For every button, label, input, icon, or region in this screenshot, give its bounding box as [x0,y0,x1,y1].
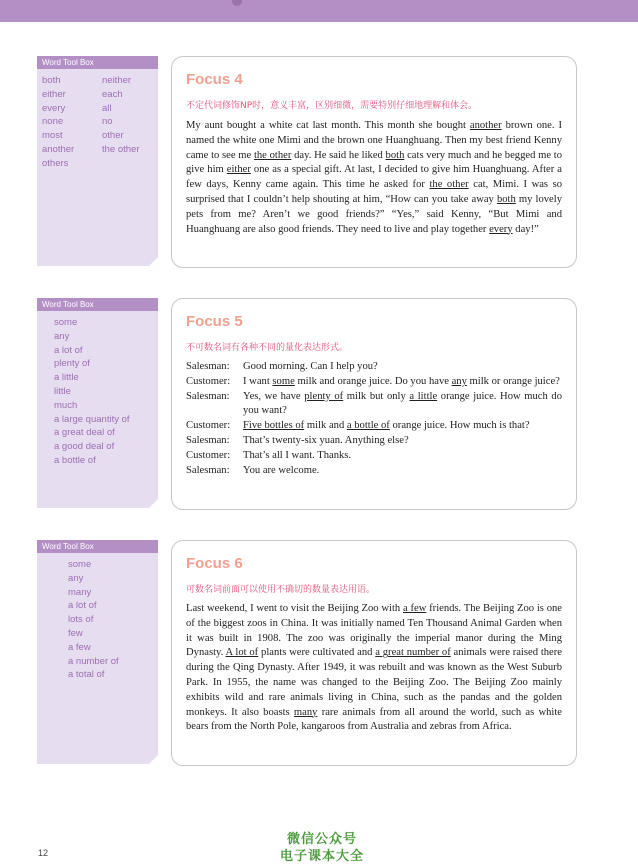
word-item: neither [102,75,132,86]
dialogue-line [186,449,562,464]
underlined-word: plenty of [304,390,344,402]
text-run: animals were raised there during the Qing Dynasty. After 1949, it was rebuilt and was known as the West Suburb Park. In 1955, the name was changed to the Beijing Zoo. The Beijing Zoo mainly exhibits wild and rare animals living in China, such as the pandas and the golden monkeys. It also boasts [186,647,562,718]
word-item: each [102,88,123,100]
focus-passage [186,602,562,735]
text-run: milk but only [343,390,410,402]
word-item: much [54,399,78,411]
word-item: little [54,385,71,397]
word-item: all [102,102,112,114]
underlined-word: either [226,164,251,176]
underlined-word: a great number of [375,647,451,659]
text-run: brown one. I named the white one Mimi and the brown one Huanghuang. Then my best friend Kenny came to see me [186,120,562,161]
speaker-label: Customer: [186,375,231,387]
dialogue-line [186,434,562,449]
text-run: orange juice. How much do you want? [243,390,563,417]
word-item: a large quantity of [54,413,130,425]
dialogue-text [243,419,562,434]
text-run: day!” [512,223,539,235]
word-item: any [54,330,70,342]
text-run: My aunt bought a white cat last month. This month she bought [186,120,470,131]
text-run: milk and [304,420,347,432]
word-item: every [42,102,66,114]
text-run: Yes, we have [243,390,305,402]
watermark-line-2: 电子课本大全 [279,849,364,864]
word-list [37,553,158,682]
word-item: a great deal of [54,427,115,439]
text-run: I want [243,375,273,387]
dialogue-line [186,419,562,434]
text-run: one as a special gift. At last, I decided to give him Huanghuang. After a few days, Kenny came again. This time he asked for [186,164,562,191]
text-run: Good morning. Can I help you? [243,361,378,372]
text-run: You are welcome. [243,464,320,476]
underlined-word: a little [409,390,438,402]
page-fold [149,499,158,508]
word-item: a total of [68,669,105,681]
text-run: cat, Mimi. I was so surprised that I couldn’t help shouting at him, “How can you take away [186,179,563,205]
dialogue-text [243,360,562,375]
word-item: a bottle of [54,454,96,466]
underlined-word: both [385,149,405,161]
underlined-word: the other [253,149,292,161]
word-list-col-1 [37,74,102,171]
text-run: friends. The Beijing Zoo is one of the biggest zoos in China. It was initially named Ten Thousand Animal Garden when it was built in 1908. The zoo was originally the imperial manor during the Ming Dynasty. [186,603,563,659]
word-item: others [42,157,69,169]
text-run: That’s all I want. Thanks. [243,449,352,461]
text-run: my lovely pets from me? Aren’t we good friends?” “Yes,” said Kenny, “But Mimi and Huanghuang are also good friends. They need to live and play together [186,193,562,235]
underlined-word: every [489,223,513,235]
text-run: plants were cultivated and [258,647,376,659]
dialogue-line [186,390,562,420]
text-run: day. He said he liked [291,149,386,161]
focus-title: Focus 4 [186,71,243,88]
word-item: either [42,88,66,100]
focus-card-6 [171,540,577,766]
word-item: any [68,572,84,584]
top-banner [0,0,638,22]
underlined-word: Five bottles of [243,420,305,432]
speaker-label: Customer: [186,420,231,432]
word-item: few [68,627,83,639]
word-item: other [102,130,124,142]
word-item: a little [54,372,79,384]
speaker-label: Salesman: [186,390,230,402]
dialogue-text [243,390,562,420]
dialogue-line [186,360,562,375]
text-run: milk and orange juice. Do you have [294,375,452,387]
word-item: a good deal of [54,441,115,453]
dialogue [186,360,562,478]
speaker-label: Salesman: [186,464,230,476]
word-item: a few [68,641,91,653]
underlined-word: another [469,120,502,131]
underlined-word: a bottle of [346,420,390,432]
focus-title: Focus 6 [186,555,243,572]
word-tool-box-3 [37,540,158,764]
dialogue-line [186,464,562,479]
focus-card-5 [171,298,577,510]
word-item: a lot of [54,344,83,356]
focus-subtitle: 不定代词修饰NP时，意义丰富，区别细微，需要特别仔细地理解和体会。 [186,101,478,111]
text-run: orange juice. How much is that? [389,420,530,432]
word-list-col-2 [102,74,158,171]
dialogue-text [243,449,562,464]
passage-text [186,119,562,237]
text-run: rare animals from all around the world, such as white bears from the North Pole, kangaroos from Australia and zebras from Africa. [186,706,563,733]
text-run: milk or orange juice? [466,375,560,387]
speaker-label: Salesman: [186,361,230,372]
word-item: none [42,116,64,128]
page-number: 12 [38,848,49,858]
focus-card-4 [171,56,577,268]
watermark-line-1: 微信公众号 [286,832,357,847]
word-item: many [68,586,92,598]
focus-subtitle: 可数名词前面可以使用不确切的数量表达用语。 [186,585,376,595]
word-item: plenty of [54,358,90,370]
underlined-word: some [272,375,295,387]
word-item: some [54,317,78,328]
word-item: a lot of [68,600,97,612]
dialogue-text [243,464,562,479]
passage-text [186,602,562,735]
text-run: That’s twenty-six yuan. Anything else? [243,434,409,446]
speaker-label: Salesman: [186,434,230,446]
word-item: some [68,559,92,570]
word-item: no [102,116,113,128]
page-fold [149,755,158,764]
word-tool-box-title: Word Tool Box [37,56,158,69]
word-tool-box-title: Word Tool Box [37,298,158,311]
word-tool-box-title: Word Tool Box [37,540,158,553]
banner-notch [232,0,242,6]
underlined-word: a few [402,603,427,614]
dialogue-text [243,375,562,390]
speaker-label: Customer: [186,449,231,461]
word-tool-box-1 [37,56,158,266]
dialogue-text [243,434,562,449]
underlined-word: any [451,375,467,387]
page-fold [149,257,158,266]
focus-title: Focus 5 [186,313,243,330]
word-item: another [42,143,75,155]
word-item: the other [102,143,140,155]
word-item: a number of [68,655,119,667]
focus-subtitle: 不可数名词有各种不同的量化表达形式。 [186,343,349,353]
word-item: lots of [68,614,94,626]
focus-passage [186,119,562,237]
word-tool-box-2 [37,298,158,508]
word-item: most [42,130,63,142]
word-list [37,311,158,468]
underlined-word: many [293,706,318,718]
underlined-word: the other [429,179,469,191]
underlined-word: both [496,193,516,205]
dialogue-line [186,375,562,390]
word-item: both [42,75,61,86]
underlined-word: A lot of [225,647,259,659]
text-run: cats very much and he begged me to give him [186,149,563,176]
text-run: Last weekend, I went to visit the Beijing Zoo with [186,603,403,614]
